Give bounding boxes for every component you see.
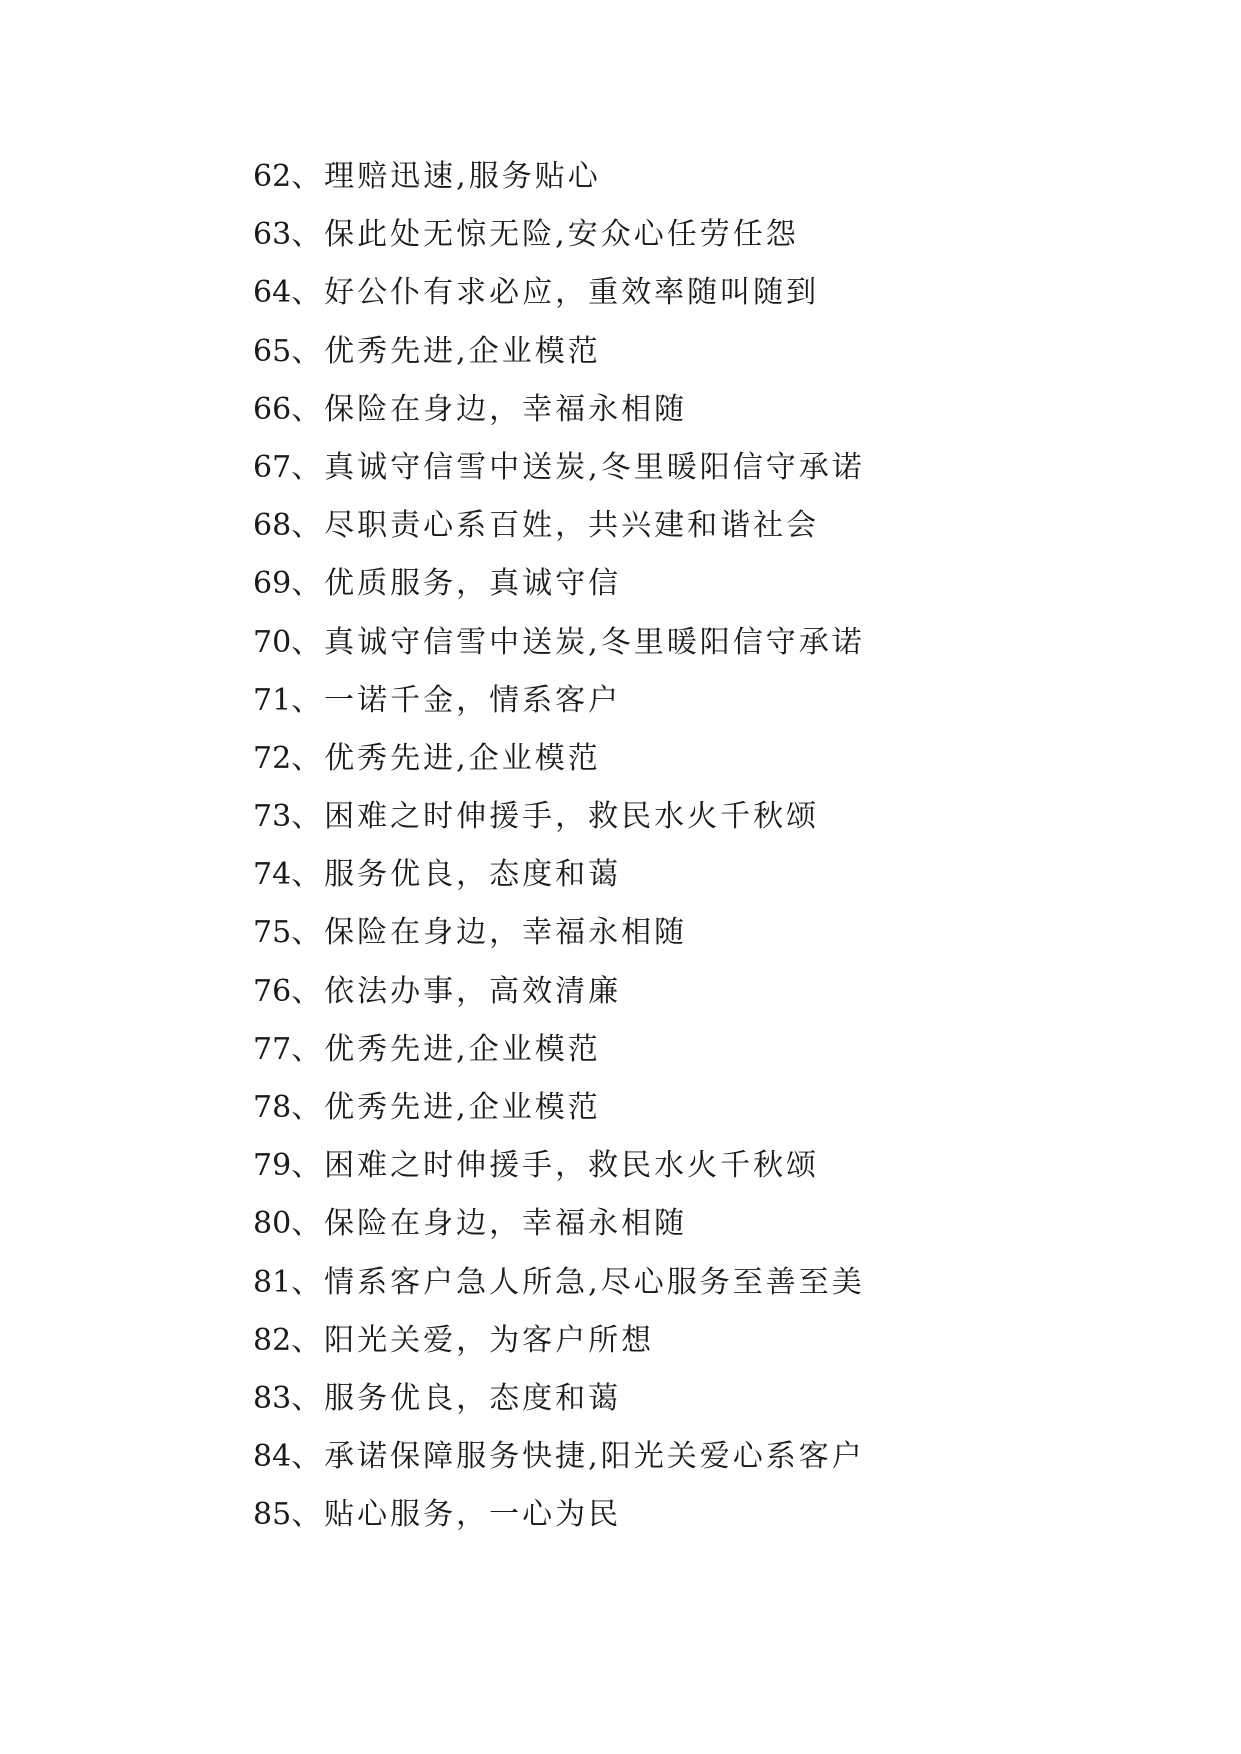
item-number: 77 <box>253 1031 292 1067</box>
list-item <box>253 973 865 1031</box>
item-text: 、保险在身边，幸福永相随 <box>291 1206 688 1242</box>
item-text: 、优质服务，真诚守信 <box>291 566 622 602</box>
item-number: 75 <box>253 915 292 951</box>
item-number: 69 <box>253 566 292 602</box>
list-item <box>253 333 865 391</box>
list-item <box>253 1147 865 1205</box>
list-item <box>253 158 865 216</box>
item-number: 81 <box>253 1264 292 1300</box>
list-item <box>253 682 865 740</box>
slogan-list <box>253 158 865 1555</box>
item-text: 、承诺保障服务快捷,阳光关爱心系客户 <box>291 1439 865 1475</box>
item-text: 、依法办事，高效清廉 <box>291 973 622 1009</box>
item-text: 、理赔迅速,服务贴心 <box>291 159 601 194</box>
item-number: 79 <box>253 1148 292 1184</box>
item-text: 、困难之时伸援手，救民水火千秋颂 <box>291 1148 820 1184</box>
list-item <box>253 1205 865 1263</box>
item-number: 62 <box>253 159 292 194</box>
list-item <box>253 391 865 449</box>
item-number: 66 <box>253 391 292 427</box>
item-text: 、优秀先进,企业模范 <box>291 333 601 369</box>
list-item <box>253 216 865 274</box>
item-number: 82 <box>253 1322 292 1358</box>
item-number: 85 <box>253 1497 292 1533</box>
item-text: 、阳光关爱，为客户所想 <box>291 1322 655 1358</box>
item-text: 、保险在身边，幸福永相随 <box>291 391 688 427</box>
list-item <box>253 1322 865 1380</box>
list-item <box>253 856 865 914</box>
list-item <box>253 274 865 332</box>
item-text: 、优秀先进,企业模范 <box>291 740 601 776</box>
list-item <box>253 1089 865 1147</box>
item-number: 83 <box>253 1380 292 1416</box>
item-text: 、好公仆有求必应，重效率随叫随到 <box>291 275 820 311</box>
item-text: 、服务优良，态度和蔼 <box>291 1380 622 1416</box>
item-number: 72 <box>253 740 292 776</box>
item-text: 、保险在身边，幸福永相随 <box>291 915 688 951</box>
item-number: 78 <box>253 1090 292 1125</box>
item-text: 、保此处无惊无险,安众心任劳任怨 <box>291 217 799 253</box>
list-item <box>253 507 865 565</box>
item-text: 、一诺千金，情系客户 <box>291 682 622 718</box>
list-item <box>253 914 865 972</box>
item-text: 、贴心服务，一心为民 <box>291 1497 622 1533</box>
item-number: 65 <box>253 333 292 369</box>
item-text: 、优秀先进,企业模范 <box>291 1031 601 1067</box>
item-number: 73 <box>253 799 292 835</box>
list-item <box>253 1438 865 1496</box>
item-number: 71 <box>253 682 292 718</box>
item-number: 74 <box>253 857 292 893</box>
item-number: 76 <box>253 973 292 1009</box>
item-text: 、情系客户急人所急,尽心服务至善至美 <box>291 1264 865 1300</box>
list-item <box>253 798 865 856</box>
item-number: 84 <box>253 1439 292 1475</box>
item-number: 70 <box>253 624 292 660</box>
item-number: 80 <box>253 1206 292 1242</box>
list-item <box>253 1380 865 1438</box>
item-number: 67 <box>253 449 292 485</box>
item-text: 、优秀先进,企业模范 <box>291 1090 601 1125</box>
item-text: 、真诚守信雪中送炭,冬里暖阳信守承诺 <box>291 624 865 660</box>
item-number: 64 <box>253 275 292 311</box>
item-text: 、服务优良，态度和蔼 <box>291 857 622 893</box>
list-item <box>253 1496 865 1554</box>
list-item <box>253 1264 865 1322</box>
item-number: 63 <box>253 217 292 253</box>
list-item <box>253 624 865 682</box>
list-item <box>253 1031 865 1089</box>
list-item <box>253 449 865 507</box>
item-text: 、困难之时伸援手，救民水火千秋颂 <box>291 799 820 835</box>
item-text: 、尽职责心系百姓，共兴建和谐社会 <box>291 508 820 544</box>
item-text: 、真诚守信雪中送炭,冬里暖阳信守承诺 <box>291 449 865 485</box>
list-item <box>253 565 865 623</box>
list-item <box>253 740 865 798</box>
item-number: 68 <box>253 508 292 544</box>
